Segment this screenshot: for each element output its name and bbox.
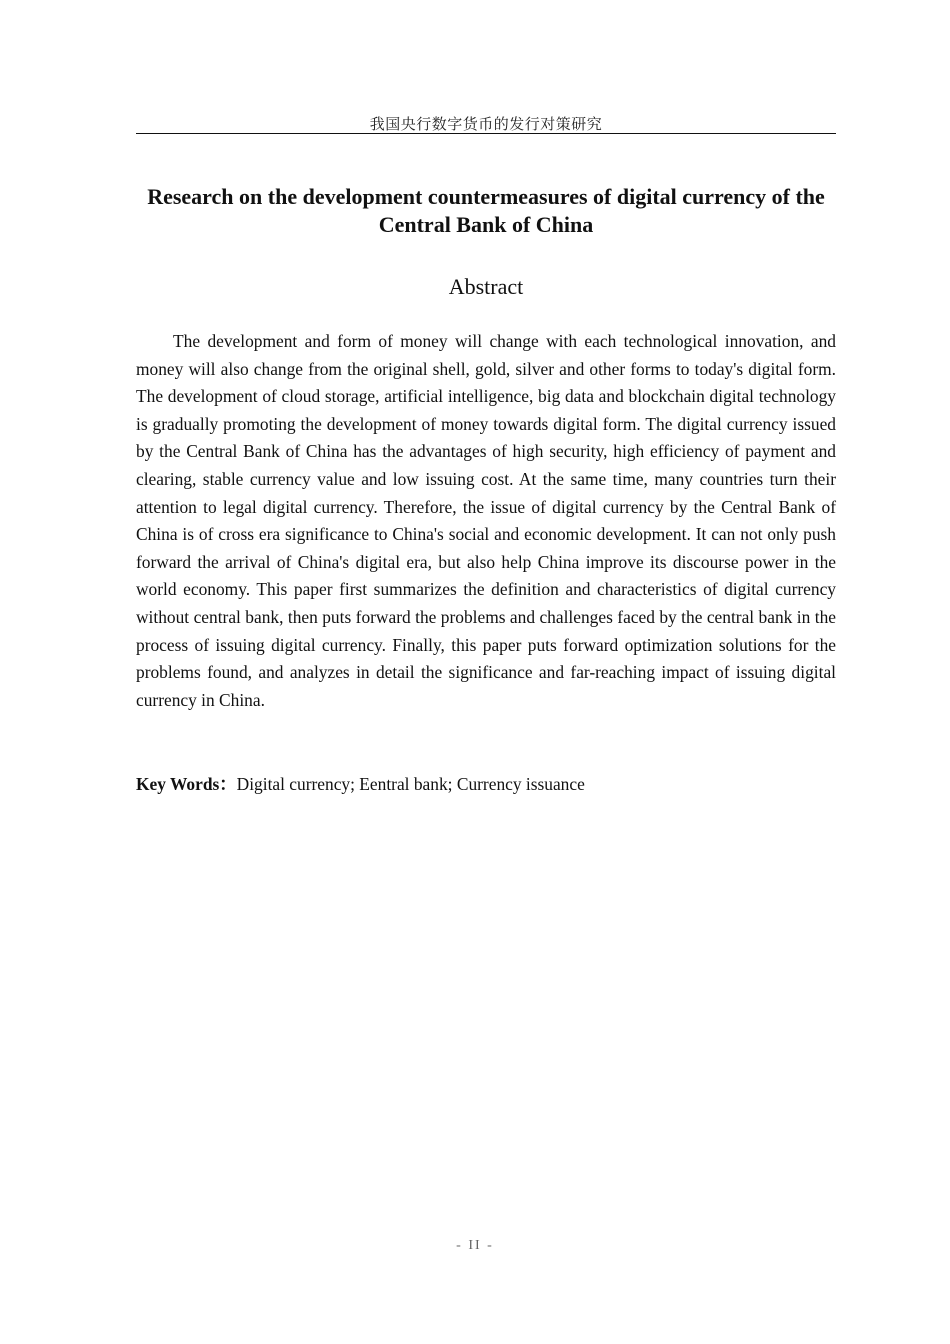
paper-title: Research on the development countermeasures of digital currency of the Central Bank of China [147,184,825,237]
running-header: 我国央行数字货币的发行对策研究 [369,115,603,133]
keywords-value: Digital currency; Eentral bank; Currency issuance [236,774,585,794]
keywords-line [136,771,836,798]
header-rule [136,133,836,134]
abstract-body: The development and form of money will change with each technological innovation, and money will also change from the original shell, gold, silver and other forms to today's digital form. The development of cloud storage, artificial intelligence, big data and blockchain digital technology is gradually promoting the development of money towards digital form. The digital currency issued by the Central Bank of China has the advantages of high security, high efficiency of payment and clearing, stable currency value and low issuing cost. At the same time, many countries turn their attention to legal digital currency. Therefore, the issue of digital currency by the Central Bank of China is of cross era significance to China's social and economic development. It can not only push forward the arrival of China's digital era, but also help China improve its discourse power in the world economy. This paper first summarizes the definition and characteristics of digital currency without central bank, then puts forward the problems and challenges faced by the central bank in the process of issuing digital currency. Finally, this paper puts forward optimization solutions for the problems found, and analyzes in detail the significance and far-reaching impact of issuing digital currency in China. [136,331,836,710]
page-number: - II - [456,1238,494,1253]
keywords-label: Key Words： [136,774,237,794]
abstract-heading: Abstract [448,274,524,299]
